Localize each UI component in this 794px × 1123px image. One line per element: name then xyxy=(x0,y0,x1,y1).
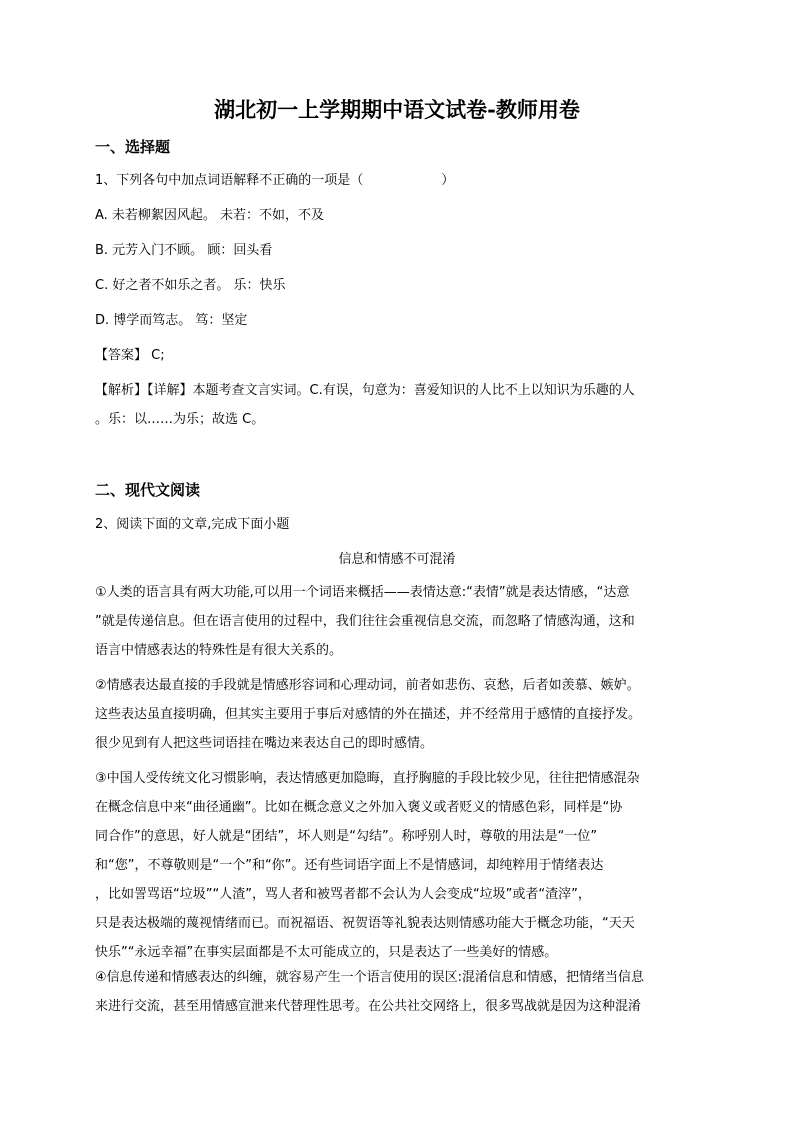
text-line: 来进行交流，甚至用情感宣泄来代替理性思考。在公共社交网络上，很多骂战就是因为这种混淆 xyxy=(95,999,642,1014)
section-heading-reading: 二、现代文阅读 xyxy=(95,481,201,499)
article-paragraph-2 xyxy=(95,671,695,758)
answer-line: 【答案】 C; xyxy=(95,348,165,363)
article-paragraph-1 xyxy=(95,578,695,665)
option-b: B. 元芳入门不顾。 顾：回头看 xyxy=(95,243,273,258)
question-1: 1、下列各句中加点词语解释不正确的一项是（ ） xyxy=(95,173,455,188)
option-a: A. 未若柳絮因风起。 未若：不如，不及 xyxy=(95,208,325,223)
text-line: 语言中情感表达的特殊性是有很大关系的。 xyxy=(95,643,343,658)
text-line: ③中国人受传统文化习惯影响，表达情感更加隐晦，直抒胸臆的手段比较少见，往往把情感混杂 xyxy=(95,771,640,786)
text-line: ④信息传递和情感表达的纠缠，就容易产生一个语言使用的误区:混淆信息和情感，把情绪当信息 xyxy=(95,970,645,985)
text-line: 只是表达极端的蔑视情绪而已。而祝福语、祝贺语等礼貌表达则情感功能大于概念功能，“天天 xyxy=(95,916,635,931)
text-line: ①人类的语言具有两大功能,可以用一个词语来概括——表情达意:“表情”就是表达情感，“达意 xyxy=(95,585,630,600)
text-line: 同合作”的意思，好人就是“团结”，坏人则是“勾结”。称呼别人时，尊敬的用法是“一位” xyxy=(95,829,598,844)
text-line: 很少见到有人把这些词语挂在嘴边来表达自己的即时感情。 xyxy=(95,736,434,751)
question-2: 2、阅读下面的文章,完成下面小题 xyxy=(95,517,290,532)
text-line: 快乐”“永远幸福”在事实层面都是不太可能成立的，只是表达了一些美好的情感。 xyxy=(95,945,558,960)
text-line: ，比如詈骂语“垃圾”“人渣”，骂人者和被骂者都不会认为人会变成“垃圾”或者“渣滓”， xyxy=(95,887,591,902)
text-line: 和“您”，不尊敬则是“一个”和“你”。还有些词语字面上不是情感词，却纯粹用于情绪表达 xyxy=(95,858,604,873)
text-line: 这些表达虽直接明确，但其实主要用于事后对感情的外在描述，并不经常用于感情的直接抒发。 xyxy=(95,707,642,722)
article-title: 信息和情感不可混淆 xyxy=(338,552,456,567)
text-line: ”就是传递信息。但在语言使用的过程中，我们往往会重视信息交流，而忽略了情感沟通，这和 xyxy=(95,614,635,629)
section-heading-choice: 一、选择题 xyxy=(95,138,171,156)
article-paragraph-4 xyxy=(95,963,695,1021)
article-paragraph-3 xyxy=(95,764,695,967)
text-line: ②情感表达最直接的手段就是情感形容词和心理动词，前者如悲伤、哀愁，后者如羡慕、嫉妒。 xyxy=(95,678,640,693)
analysis-line-1: 【解析】【详解】本题考查文言实词。C.有误，句意为：喜爱知识的人比不上以知识为乐趣的人 xyxy=(95,383,635,398)
page-title: 湖北初一上学期期中语文试卷-教师用卷 xyxy=(214,97,580,122)
option-d: D. 博学而笃志。 笃：坚定 xyxy=(95,313,248,328)
analysis-line-2: 。乐：以……为乐；故选 C。 xyxy=(95,412,265,427)
option-c: C. 好之者不如乐之者。 乐：快乐 xyxy=(95,278,286,293)
text-line: 在概念信息中来“曲径通幽”。比如在概念意义之外加入褒义或者贬义的情感色彩，同样是“协 xyxy=(95,800,623,815)
